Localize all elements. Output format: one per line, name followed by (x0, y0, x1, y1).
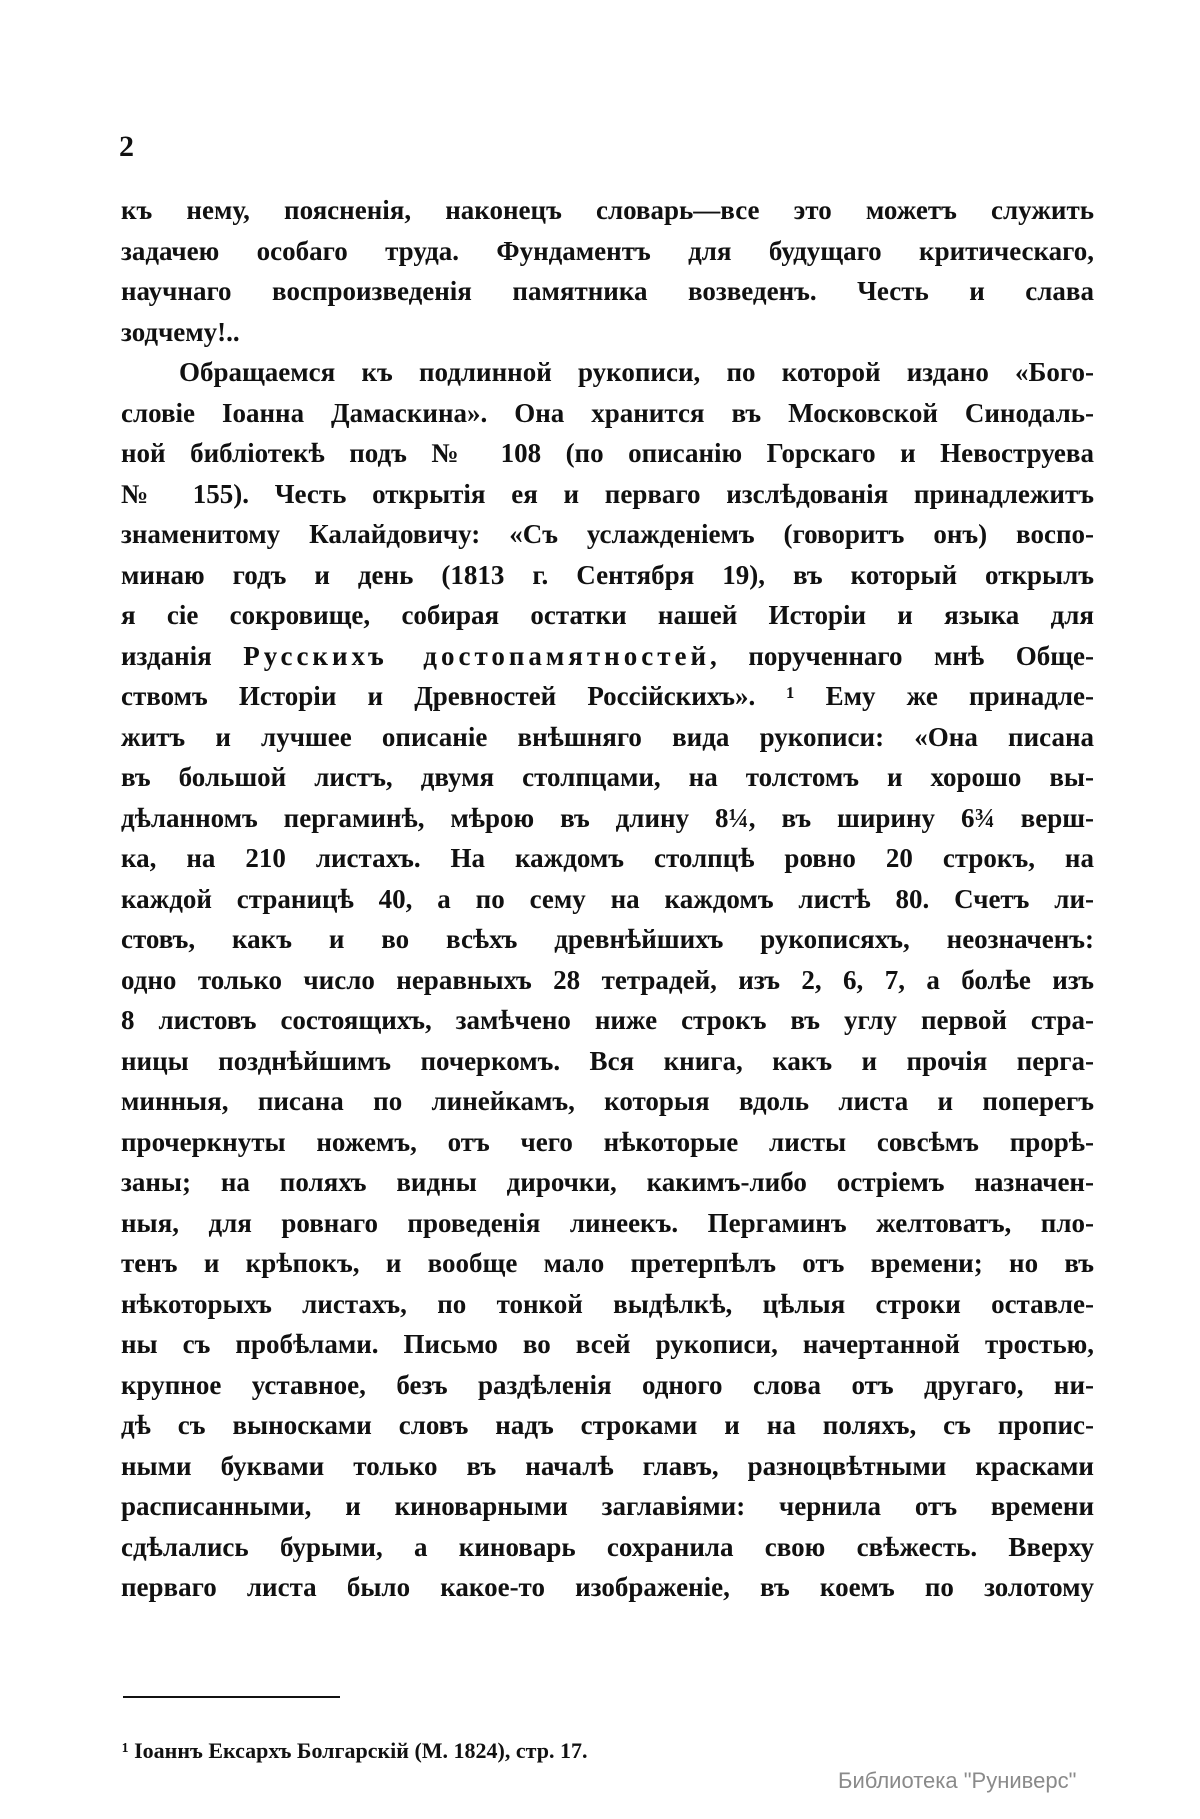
footnote: ¹ Іоаннъ Ексархъ Болгарскій (М. 1824), стр. 17. (122, 1738, 588, 1763)
watermark: Библиотека "Руниверс" (838, 1768, 1077, 1793)
text-line (121, 636, 1094, 677)
text-line: словіе Іоанна Дамаскина». Она хранится въ Московской Синодаль- (121, 397, 1094, 428)
footnote-divider (123, 1696, 340, 1698)
text-line: дѣланномъ пергаминѣ, мѣрою въ длину 8¼, въ ширину 6¾ верш- (121, 802, 1094, 833)
text-line: крупное уставное, безъ раздѣленія одного слова отъ другаго, ни- (121, 1369, 1094, 1400)
text-line: минаю годъ и день (1813 г. Сентября 19), въ который открылъ (121, 559, 1094, 590)
text-line: житъ и лучшее описаніе внѣшняго вида рукописи: «Она писана (121, 721, 1094, 752)
text-line: ныя, для ровнаго проведенія линеекъ. Пергаминъ желтоватъ, пло- (121, 1207, 1094, 1238)
text-line: ствомъ Исторіи и Древностей Россійскихъ». ¹ Ему же принадле- (121, 681, 1094, 711)
text-line: минныя, писана по линейкамъ, которыя вдоль листа и поперегъ (121, 1086, 1094, 1116)
text-line: стовъ, какъ и во всѣхъ древнѣйшихъ рукописяхъ, неозначенъ: (121, 924, 1094, 954)
text-line: задачею особаго труда. Фундаментъ для будущаго критическаго, (121, 235, 1094, 266)
text-line: знаменитому Калайдовичу: «Съ услажденіемъ (говоритъ онъ) воспо- (121, 519, 1094, 549)
text-line: расписанными, и киноварными заглавіями: чернила отъ времени (121, 1491, 1094, 1521)
text-line: тенъ и крѣпокъ, и вообще мало претерпѣлъ отъ времени; но въ (121, 1248, 1094, 1278)
text-line: въ большой листъ, двумя столпцами, на толстомъ и хорошо вы- (121, 762, 1094, 792)
text-line: ными буквами только въ началѣ главъ, разноцвѣтными красками (121, 1450, 1094, 1481)
text-line: одно только число неравныхъ 28 тетрадей, изъ 2, 6, 7, а болѣе изъ (121, 964, 1094, 995)
body-text (121, 190, 1094, 1608)
text-line: перваго листа было какое-то изображеніе, въ коемъ по золотому (121, 1572, 1094, 1602)
text-line: я сіе сокровище, собирая остатки нашей Исторіи и языка для (121, 600, 1094, 630)
text-line: № 155). Честь открытія ея и перваго изслѣдованія принадлежитъ (121, 478, 1094, 509)
text-segment: , порученнаго мнѣ Обще- (710, 640, 1094, 671)
text-line: научнаго воспроизведенія памятника возведенъ. Честь и слава (121, 276, 1094, 306)
text-line: Обращаемся къ подлинной рукописи, по которой издано «Бого- (179, 357, 1094, 387)
text-line: ны съ пробѣлами. Письмо во всей рукописи, начертанной тростью, (121, 1329, 1094, 1359)
text-line: сдѣлались бурыми, а киноварь сохранила свою свѣжесть. Вверху (121, 1531, 1094, 1562)
text-line: прочеркнуты ножемъ, отъ чего нѣкоторые листы совсѣмъ прорѣ- (121, 1126, 1094, 1157)
text-line: дѣ съ выносками словъ надъ строками и на поляхъ, съ пропис- (121, 1410, 1094, 1440)
page-number: 2 (119, 130, 134, 163)
text-line: каждой страницѣ 40, а по сему на каждомъ листѣ 80. Счетъ ли- (121, 883, 1094, 914)
text-line: ка, на 210 листахъ. На каждомъ столпцѣ ровно 20 строкъ, на (121, 843, 1094, 873)
text-line: зодчему!.. (121, 316, 240, 347)
text-line: заны; на поляхъ видны дирочки, какимъ-либо остріемъ назначен- (121, 1167, 1094, 1197)
text-line: нѣкоторыхъ листахъ, по тонкой выдѣлкѣ, цѣлыя строки оставле- (121, 1288, 1094, 1319)
text-line: къ нему, поясненія, наконецъ словарь—все это можетъ служить (121, 195, 1094, 225)
text-line: 8 листовъ состоящихъ, замѣчено ниже строкъ въ углу первой стра- (121, 1005, 1094, 1035)
text-line: ницы позднѣйшимъ почеркомъ. Вся книга, какъ и прочія перга- (121, 1045, 1094, 1076)
text-line: ной библіотекѣ подъ № 108 (по описанію Горскаго и Невоструева (121, 438, 1094, 468)
text-segment: изданія (121, 640, 244, 671)
spaced-emphasis: Русскихъ достопамятностей (243, 640, 711, 671)
